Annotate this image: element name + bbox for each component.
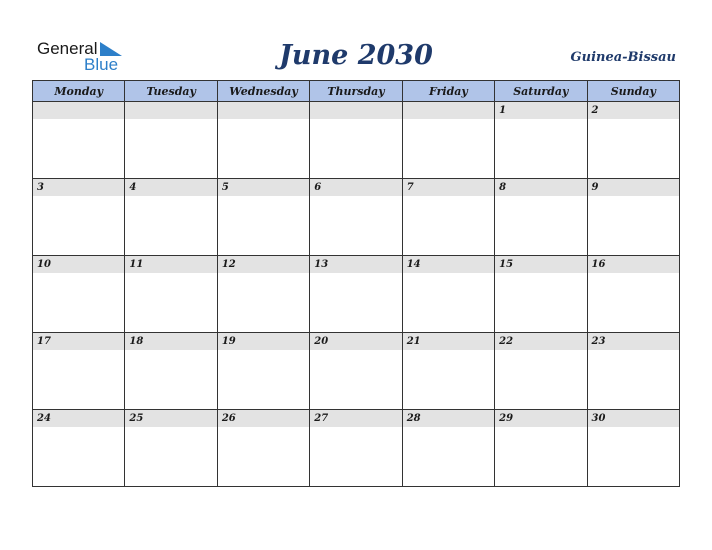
day-cell xyxy=(33,333,125,410)
day-cell xyxy=(495,179,587,256)
day-cell xyxy=(402,102,494,179)
weekday-header: Sunday xyxy=(587,81,679,102)
day-cell xyxy=(310,410,402,487)
day-number: 17 xyxy=(33,333,124,350)
day-number: 1 xyxy=(495,102,586,119)
day-cell xyxy=(587,256,679,333)
day-cell xyxy=(33,256,125,333)
day-cell xyxy=(33,179,125,256)
day-cell xyxy=(125,256,217,333)
weekday-header: Thursday xyxy=(310,81,402,102)
weekday-header: Friday xyxy=(402,81,494,102)
weekday-header: Tuesday xyxy=(125,81,217,102)
week-row xyxy=(33,410,680,487)
day-cell xyxy=(587,102,679,179)
calendar-title: June 2030 xyxy=(279,40,433,71)
day-number: 8 xyxy=(495,179,586,196)
week-row xyxy=(33,179,680,256)
day-number: 25 xyxy=(125,410,216,427)
day-number: 6 xyxy=(310,179,401,196)
day-number: 24 xyxy=(33,410,124,427)
day-cell xyxy=(587,410,679,487)
weekday-header: Saturday xyxy=(495,81,587,102)
day-number: 14 xyxy=(403,256,494,273)
day-number xyxy=(310,102,401,119)
day-number: 20 xyxy=(310,333,401,350)
day-number: 15 xyxy=(495,256,586,273)
day-number: 13 xyxy=(310,256,401,273)
day-cell xyxy=(125,410,217,487)
logo-text-general: General xyxy=(37,39,98,58)
week-row xyxy=(33,333,680,410)
day-number: 10 xyxy=(33,256,124,273)
logo-text-blue: Blue xyxy=(84,55,119,74)
day-cell xyxy=(495,333,587,410)
day-number: 5 xyxy=(218,179,309,196)
week-row xyxy=(33,256,680,333)
day-cell xyxy=(587,333,679,410)
day-number: 12 xyxy=(218,256,309,273)
weekday-header: Monday xyxy=(33,81,125,102)
day-cell xyxy=(310,179,402,256)
day-number xyxy=(403,102,494,119)
weekday-header: Wednesday xyxy=(217,81,309,102)
day-number: 18 xyxy=(125,333,216,350)
country-name: Guinea-Bissau xyxy=(570,50,676,65)
calendar-grid xyxy=(32,80,680,487)
day-number: 30 xyxy=(588,410,679,427)
day-number: 7 xyxy=(403,179,494,196)
day-cell xyxy=(402,333,494,410)
day-number: 23 xyxy=(588,333,679,350)
day-number xyxy=(33,102,124,119)
day-cell xyxy=(125,333,217,410)
day-cell xyxy=(402,256,494,333)
day-number: 3 xyxy=(33,179,124,196)
day-cell xyxy=(495,256,587,333)
day-number xyxy=(218,102,309,119)
day-cell xyxy=(125,102,217,179)
day-number: 2 xyxy=(588,102,679,119)
day-number: 27 xyxy=(310,410,401,427)
day-number: 11 xyxy=(125,256,216,273)
day-number: 26 xyxy=(218,410,309,427)
day-cell xyxy=(217,256,309,333)
day-cell xyxy=(402,179,494,256)
day-number: 19 xyxy=(218,333,309,350)
day-number: 4 xyxy=(125,179,216,196)
day-number xyxy=(125,102,216,119)
day-number: 29 xyxy=(495,410,586,427)
day-cell xyxy=(495,410,587,487)
day-number: 16 xyxy=(588,256,679,273)
day-cell xyxy=(495,102,587,179)
day-cell xyxy=(217,179,309,256)
day-number: 21 xyxy=(403,333,494,350)
day-cell xyxy=(125,179,217,256)
day-cell xyxy=(217,102,309,179)
day-number: 9 xyxy=(588,179,679,196)
day-cell xyxy=(310,333,402,410)
day-number: 22 xyxy=(495,333,586,350)
day-cell xyxy=(217,333,309,410)
day-cell xyxy=(33,102,125,179)
day-cell xyxy=(217,410,309,487)
day-number: 28 xyxy=(403,410,494,427)
day-cell xyxy=(402,410,494,487)
week-row xyxy=(33,102,680,179)
day-cell xyxy=(310,256,402,333)
day-cell xyxy=(310,102,402,179)
day-cell xyxy=(587,179,679,256)
day-cell xyxy=(33,410,125,487)
weekday-header-row xyxy=(33,81,680,102)
